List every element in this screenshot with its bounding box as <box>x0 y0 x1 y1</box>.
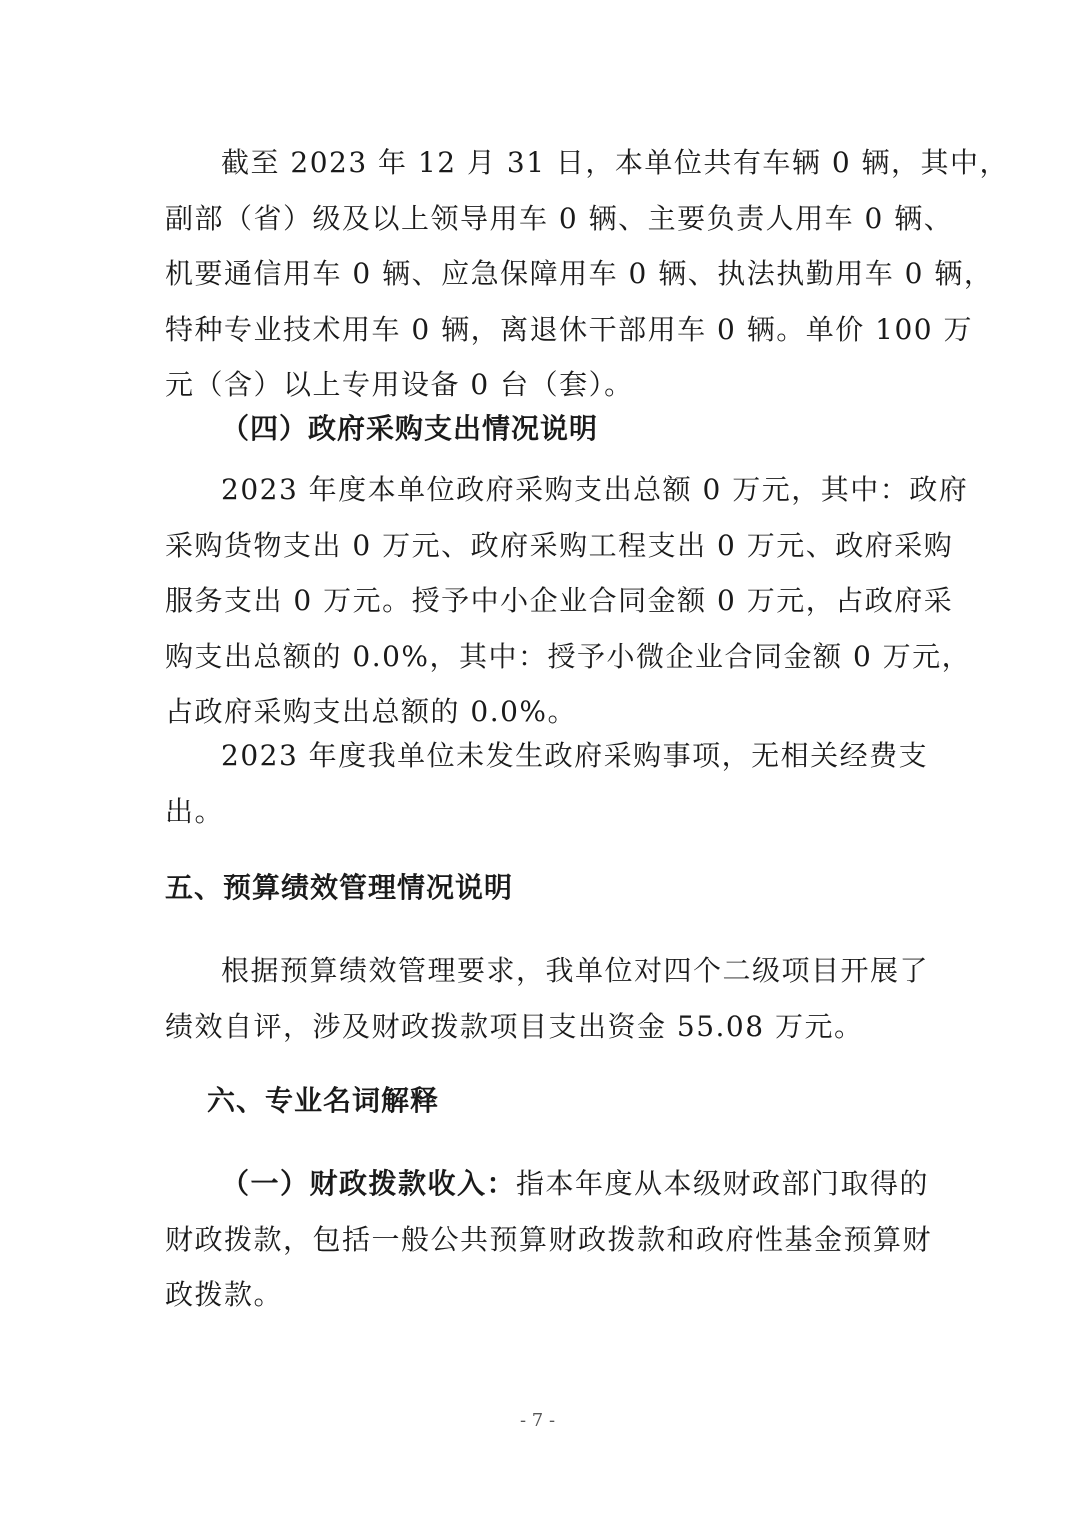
text-line <box>165 1156 930 1212</box>
text-line: 采购货物支出 0 万元、政府采购工程支出 0 万元、政府采购 <box>165 528 954 562</box>
text-line: 政拨款。 <box>165 1278 284 1311</box>
glossary-term: （一）财政拨款收入： <box>221 1167 517 1200</box>
text-line: 占政府采购支出总额的 0.0%。 <box>165 695 578 728</box>
section-heading-performance: 五、预算绩效管理情况说明 <box>165 871 514 904</box>
text-line: 特种专业技术用车 0 辆，离退休干部用车 0 辆。单价 100 万 <box>165 312 973 346</box>
glossary-item-1 <box>165 1156 933 1323</box>
performance-paragraph <box>165 943 930 1054</box>
text-line: 2023 年度本单位政府采购支出总额 0 万元，其中：政府 <box>221 473 969 506</box>
text-line: 机要通信用车 0 辆、应急保障用车 0 辆、执法执勤用车 0 辆， <box>165 257 994 290</box>
text-line: 截至 2023 年 12 月 31 日，本单位共有车辆 0 辆，其中， <box>221 146 1010 179</box>
text-line: 服务支出 0 万元。授予中小企业合同金额 0 万元，占政府采 <box>165 584 954 617</box>
text-line: 绩效自评，涉及财政拨款项目支出资金 55.08 万元。 <box>165 1009 864 1043</box>
section-heading-procurement: （四）政府采购支出情况说明 <box>221 412 599 445</box>
procurement-paragraph <box>165 462 972 740</box>
glossary-definition-start: 指本年度从本级财政部门取得的 <box>516 1167 930 1200</box>
text-line: 出。 <box>165 794 225 828</box>
vehicles-paragraph <box>165 135 1010 413</box>
procurement-note-paragraph <box>165 728 929 839</box>
text-line: 财政拨款，包括一般公共预算财政拨款和政府性基金预算财 <box>165 1222 933 1256</box>
page-number: - 7 - <box>519 1410 556 1431</box>
text-line: 副部（省）级及以上领导用车 0 辆、主要负责人用车 0 辆、 <box>165 201 954 235</box>
text-line: 2023 年度我单位未发生政府采购事项，无相关经费支 <box>221 739 929 772</box>
section-heading-glossary: 六、专业名词解释 <box>207 1084 440 1117</box>
text-line: 元（含）以上专用设备 0 台（套）。 <box>165 368 634 401</box>
text-line: 购支出总额的 0.0%，其中：授予小微企业合同金额 0 万元， <box>165 639 972 673</box>
text-line: 根据预算绩效管理要求，我单位对四个二级项目开展了 <box>221 954 930 987</box>
